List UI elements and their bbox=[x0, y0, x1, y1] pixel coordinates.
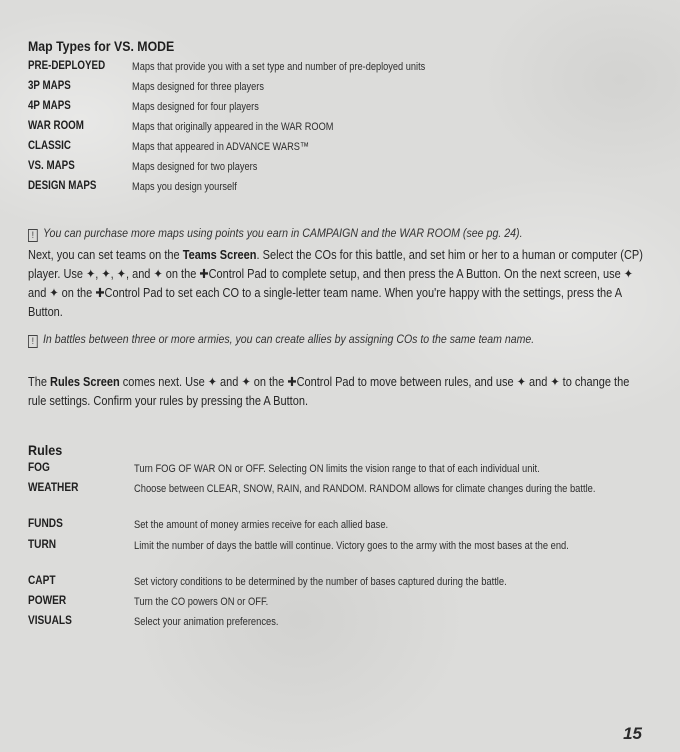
note-allies bbox=[28, 331, 591, 348]
note-icon: ! bbox=[28, 229, 38, 242]
teams-screen-term: Teams Screen bbox=[182, 248, 257, 262]
term-design-maps: DESIGN MAPS bbox=[28, 180, 97, 192]
desc-pre-deployed: Maps that provide you with a set type and number of pre-deployed units bbox=[132, 61, 426, 73]
para2-text-a: The bbox=[28, 375, 51, 389]
term-visuals: VISUALS bbox=[28, 615, 72, 627]
desc-weather: Choose between CLEAR, SNOW, RAIN, and RANDOM. RANDOM allows for climate changes during the battle. bbox=[134, 483, 596, 495]
term-4p-maps: 4P MAPS bbox=[28, 100, 71, 112]
para1-text-a: Next, you can set teams on the bbox=[28, 248, 183, 262]
para1-text-c: . Select the COs for this battle, and set him or her to a human or computer (CP) player. Use ✦, ✦, ✦, and ✦ on the ✚Control Pad to complete setup, and then press the A Button. On the next screen, use ✦ and ✦ on the ✚Control Pad to set each CO to a single-letter team name. When you're happy with the settings, press the A Button. bbox=[28, 248, 643, 319]
term-capt: CAPT bbox=[28, 575, 56, 587]
term-3p-maps: 3P MAPS bbox=[28, 80, 71, 92]
note-text: In battles between three or more armies, you can create allies by assigning COs to the same team name. bbox=[42, 332, 535, 346]
term-classic: CLASSIC bbox=[28, 140, 71, 152]
term-fog: FOG bbox=[28, 462, 50, 474]
map-types-heading: Map Types for VS. MODE bbox=[28, 38, 175, 54]
term-vs-maps: VS. MAPS bbox=[28, 160, 75, 172]
term-turn: TURN bbox=[28, 539, 57, 551]
desc-vs-maps: Maps designed for two players bbox=[132, 161, 258, 173]
desc-funds: Set the amount of money armies receive for each allied base. bbox=[134, 519, 389, 531]
term-pre-deployed: PRE-DEPLOYED bbox=[28, 60, 106, 72]
desc-classic: Maps that appeared in ADVANCE WARS™ bbox=[132, 141, 310, 153]
para2-text-c: comes next. Use ✦ and ✦ on the ✚Control Pad to move between rules, and use ✦ and ✦ to change the rule settings. Confirm your rules by pressing the A Button. bbox=[28, 375, 630, 408]
rules-heading: Rules bbox=[28, 442, 63, 458]
desc-3p-maps: Maps designed for three players bbox=[132, 81, 265, 93]
note-icon: ! bbox=[28, 335, 38, 348]
teams-screen-paragraph bbox=[28, 246, 644, 322]
term-power: POWER bbox=[28, 595, 67, 607]
desc-power: Turn the CO powers ON or OFF. bbox=[134, 596, 269, 608]
rules-screen-term: Rules Screen bbox=[50, 375, 120, 389]
note-text: You can purchase more maps using points you earn in CAMPAIGN and the WAR ROOM (see pg. 24). bbox=[43, 226, 523, 240]
page-number: 15 bbox=[623, 724, 642, 743]
desc-turn: Limit the number of days the battle will continue. Victory goes to the army with the most bases at the end. bbox=[134, 540, 569, 552]
term-funds: FUNDS bbox=[28, 518, 63, 530]
desc-design-maps: Maps you design yourself bbox=[132, 181, 237, 193]
desc-fog: Turn FOG OF WAR ON or OFF. Selecting ON limits the vision range to that of each individual unit. bbox=[134, 463, 540, 475]
rules-screen-paragraph bbox=[28, 373, 644, 411]
desc-war-room: Maps that originally appeared in the WAR ROOM bbox=[132, 121, 334, 133]
note-purchase-maps bbox=[28, 225, 668, 242]
desc-visuals: Select your animation preferences. bbox=[134, 616, 279, 628]
term-weather: WEATHER bbox=[28, 482, 79, 494]
term-war-room: WAR ROOM bbox=[28, 120, 84, 132]
desc-capt: Set victory conditions to be determined by the number of bases captured during the battle. bbox=[134, 576, 507, 588]
desc-4p-maps: Maps designed for four players bbox=[132, 101, 259, 113]
